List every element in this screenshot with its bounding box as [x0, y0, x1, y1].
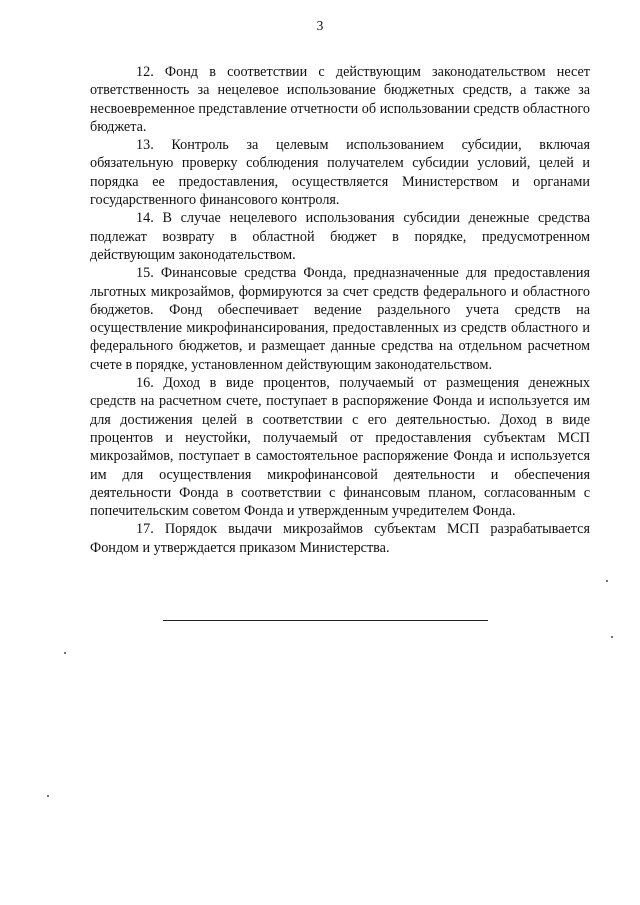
- scan-speck: [64, 652, 66, 654]
- document-body: [90, 63, 590, 557]
- paragraph-14: 14. В случае нецелевого использования субсидии денежные средства подлежат возврату в областной бюджет в порядке, предусмотренном действующим законодательством.: [90, 210, 590, 263]
- paragraph-16: 16. Доход в виде процентов, получаемый от размещения денежных средств на расчетном счете, поступает в распоряжение Фонда и используется им для достижения целей в соответствии с его деятельностью. Доход в виде процентов и неустойки, получаемый от предоставления субъектам МСП микрозаймов, поступает в самостоятельное распоряжение Фонда и используется им для осуществления микрофинансовой деятельности и обеспечения деятельности Фонда в соответствии с финансовым планом, согласованным с попечительским советом Фонда и утвержденным учредителем Фонда.: [90, 375, 590, 520]
- paragraph-17: 17. Порядок выдачи микрозаймов субъектам МСП разрабатывается Фондом и утверждается приказом Министерства.: [90, 521, 590, 556]
- scan-speck: [611, 636, 613, 638]
- paragraph-12: 12. Фонд в соответствии с действующим законодательством несет ответственность за нецелевое использование бюджетных средств, а также за несвоевременное представление отчетности об использовании средств областного бюджета.: [90, 64, 590, 135]
- end-of-text-rule: [163, 620, 488, 621]
- paragraph-13: 13. Контроль за целевым использованием субсидии, включая обязательную проверку соблюдения получателем субсидии условий, целей и порядка ее предоставления, осуществляется Министерством и органами государственного финансового контроля.: [90, 137, 590, 209]
- page-number: 3: [316, 18, 324, 33]
- scan-speck: [606, 580, 608, 582]
- scan-speck: [47, 795, 49, 797]
- paragraph-15: 15. Финансовые средства Фонда, предназначенные для предоставления льготных микрозаймов, формируются за счет средств федерального и областного бюджетов. Фонд обеспечивает ведение раздельного учета средств на осуществление микрофинансирования, предоставленных из средств областного и федерального бюджетов, и размещает данные средства на отдельном расчетном счете в порядке, установленном действующим законодательством.: [90, 265, 590, 373]
